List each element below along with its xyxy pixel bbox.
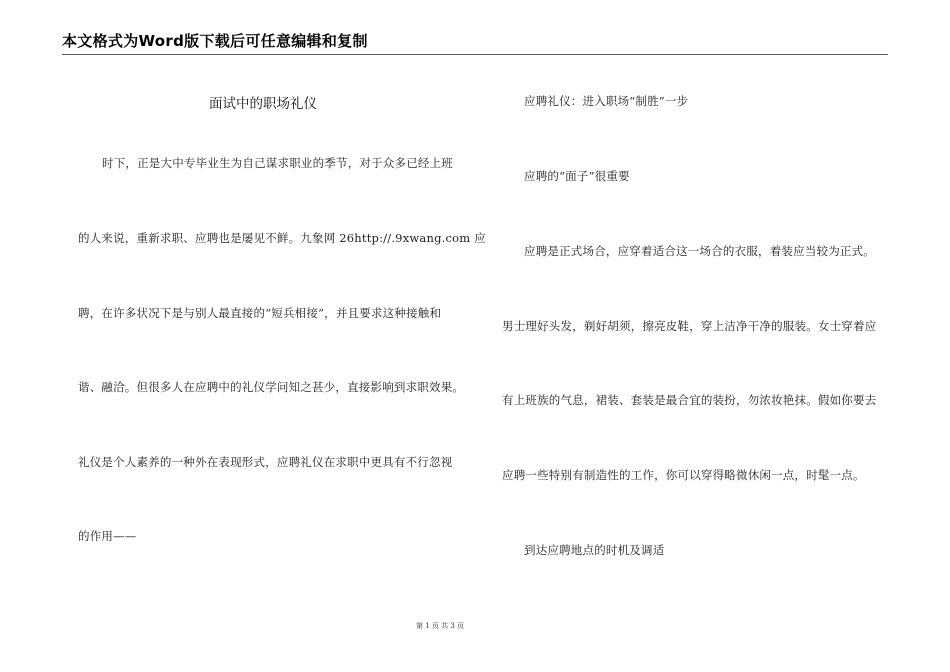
page-indicator: 第 1 页 共 3 页 — [415, 622, 465, 630]
right-heading: 到达应聘地点的时机及调适 — [524, 543, 665, 557]
left-paragraph-line: 礼仪是个人素养的一种外在表现形式，应聘礼仪在求职中更具有不行忽视 — [78, 455, 453, 469]
left-paragraph-line: 谐、融洽。但很多人在应聘中的礼仪学问知之甚少，直接影响到求职效果。 — [78, 380, 465, 394]
left-paragraph-line: 的人来说，重新求职、应聘也是屡见不鲜。九象网 26http://.9xwang.com 应 — [78, 231, 486, 245]
left-paragraph-line: 时下，正是大中专毕业生为自己谋求职业的季节，对于众多已经上班 — [102, 156, 453, 170]
right-paragraph-line: 男士理好头发，剃好胡须，擦亮皮鞋，穿上洁净干净的服装。女士穿着应 — [502, 319, 877, 333]
page-header — [62, 32, 888, 55]
header-title: 本文格式为Word版下载后可任意编辑和复制 — [62, 32, 368, 50]
document-title: 面试中的职场礼仪 — [209, 96, 317, 112]
left-paragraph-line: 的作用—— — [78, 529, 137, 543]
right-paragraph-line: 应聘一些特别有制造性的工作，你可以穿得略微休闲一点，时髦一点。 — [502, 468, 865, 482]
left-paragraph-line: 聘，在许多状况下是与别人最直接的“短兵相接”，并且要求这种接触和 — [78, 306, 442, 320]
right-paragraph-line: 应聘是正式场合，应穿着适合这一场合的衣服，着装应当较为正式。 — [524, 244, 875, 258]
right-heading: 应聘礼仪：进入职场“制胜”一步 — [524, 94, 689, 108]
right-heading: 应聘的“面子”很重要 — [524, 169, 630, 183]
right-paragraph-line: 有上班族的气息，裙装、套装是最合宜的装扮，勿浓妆艳抹。假如你要去 — [502, 393, 877, 407]
